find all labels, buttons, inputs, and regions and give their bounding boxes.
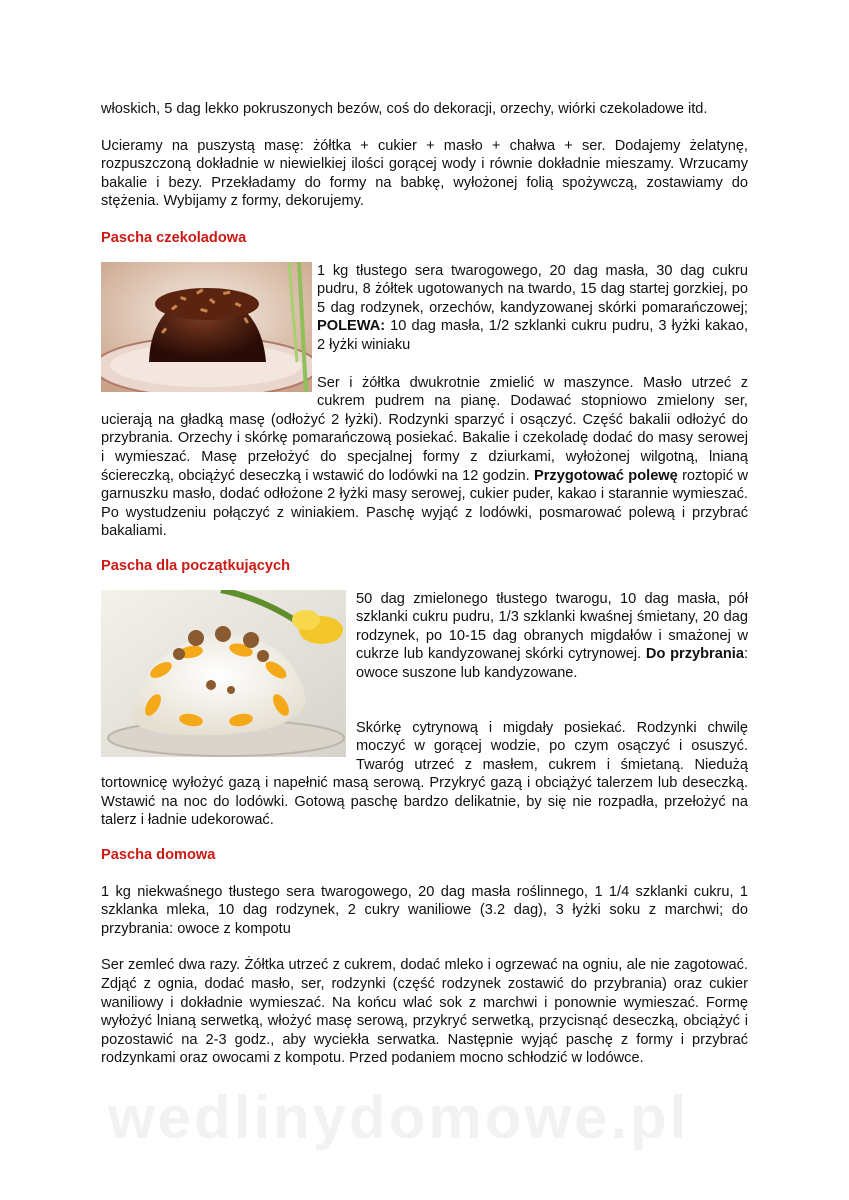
recipe-1-body <box>101 262 748 541</box>
recipe-1-glaze-ingredients: 10 dag masła, 1/2 szklanki cukru pudru, 3 łyżki kakao, 2 łyżki winiaku <box>317 318 748 353</box>
recipe-1-method-end: roztopić w garnuszku masło, dodać odłożone 2 łyżki masy serowej, cukier puder, kakao i starannie wymieszać. Po wystudzeniu połączyć z winiakiem. Paschę wyjąć z lodówki, posmarować polewą i przybrać bakaliami. <box>101 467 748 540</box>
recipe-1-ingredients: 1 kg tłustego sera twarogowego, 20 dag masła, 30 dag cukru pudru, 8 żółtek ugotowanych na twardo, 15 dag startej gorzkiej, po 5 dag rodzynek, orzechów, kandyzowanej skórki pomarańczowej; <box>317 262 748 316</box>
recipe-2-title: Pascha dla początkujących <box>101 557 290 574</box>
recipe-2-garnish-label: Do przybrania <box>645 646 744 663</box>
document-page <box>101 100 748 1068</box>
recipe-3-title: Pascha domowa <box>101 847 216 864</box>
intro-paragraph-1: włoskich, 5 dag lekko pokruszonych bezów, coś do dekoracji, orzechy, wiórki czekoladowe itd. <box>101 101 708 117</box>
recipe-1-glaze-label: POLEWA: <box>317 318 386 335</box>
recipe-2-method: Skórkę cytrynową i migdały posiekać. Rodzynki chwilę moczyć w gorącej wodzie, po czym osączyć i osuszyć. Twaróg utrzeć z masłem, cukrem i śmietaną. Niedużą tortownicę wyłożyć gazą i napełnić masą serową. Przykryć gazą i obciążyć talerzem lub deseczką. Wstawić na noc do lodówki. Gotową paschę bardzo delikatnie, by się nie rozpadła, przełożyć na talerz i ładnie udekorować. <box>101 719 748 829</box>
chocolate-pascha-photo <box>101 262 312 392</box>
recipe-1-title: Pascha czekoladowa <box>101 229 247 246</box>
watermark: wedlinydomowe.pl <box>108 1084 690 1151</box>
recipe-1-method: Ser i żółtka dwukrotnie zmielić w maszynce. Masło utrzeć z cukrem pudrem na pianę. Dodawać stopniowo zmielony ser, ucierają na gładką masę (odłożyć 2 łyżki). Rodzynki sparzyć i osączyć. Część bakalii odłożyć do przybrania. Orzechy i skórkę pomarańczową posiekać. Bakalie i czekoladę dodać do masy serowej i wymieszać. Masę przełożyć do specjalnej formy z dziurkami, wyłożonej wilgotną, lnianą ściereczką, obciążyć deseczką i wstawić do lodówki na 12 godzin. <box>101 374 748 484</box>
recipe-2-ingredients: 50 dag zmielonego tłustego twarogu, 10 dag masła, pół szklanki cukru pudru, 1/3 szklanki kwaśnej śmietany, 20 dag rodzynek, po 10-15 dag obranych migdałów i smażonej w cukrze lub kandyzowanej skórki cytrynowej. <box>356 590 748 663</box>
intro-paragraph-2: Ucieramy na puszystą masę: żółtka + cukier + masło + chałwa + ser. Dodajemy żelatynę, rozpuszczoną dokładnie w niewielkiej ilości gorącej wody i równie dokładnie mieszamy. Wrzucamy bakalie i bezy. Przekładamy do formy na babkę, wyłożonej folią spożywczą, zostawiamy do stężenia. Wybijamy z formy, dekorujemy. <box>101 137 748 210</box>
recipe-2-body <box>101 590 748 831</box>
recipe-3-method: Ser zemleć dwa razy. Żółtka utrzeć z cukrem, dodać mleko i ogrzewać na ogniu, ale nie zagotować. Zdjąć z ognia, dodać masło, ser, rodzynki (część rodzynek zostawić do przybrania) oraz cukier waniliowy i dokładnie wymieszać. Na końcu wlać sok z marchwi i ponownie wymieszać. Formę wyłożyć lnianą serwetką, włożyć masę serową, przykryć serwetką, przycisnąć deseczką, obciążyć i pozostawić na 2-3 godz., aby wyciekła serwatka. Następnie wyjąć paschę z formy i przybrać rodzynkami oraz owocami z kompotu. Przed podaniem mocno schłodzić w lodówce. <box>101 957 748 1067</box>
recipe-2-garnish: : owoce suszone lub kandyzowane. <box>356 646 748 681</box>
beginner-pascha-photo <box>101 590 346 757</box>
recipe-3-ingredients: 1 kg niekwaśnego tłustego sera twarogowego, 20 dag masła roślinnego, 1 1/4 szklanki cukru, 1 szklanka mleka, 10 dag rodzynek, 2 cukry waniliowe (3.2 dag), 3 łyżki soku z marchwi; do przybrania: owoce z kompotu <box>101 883 748 937</box>
recipe-1-glaze-step-label: Przygotować polewę <box>534 467 678 484</box>
